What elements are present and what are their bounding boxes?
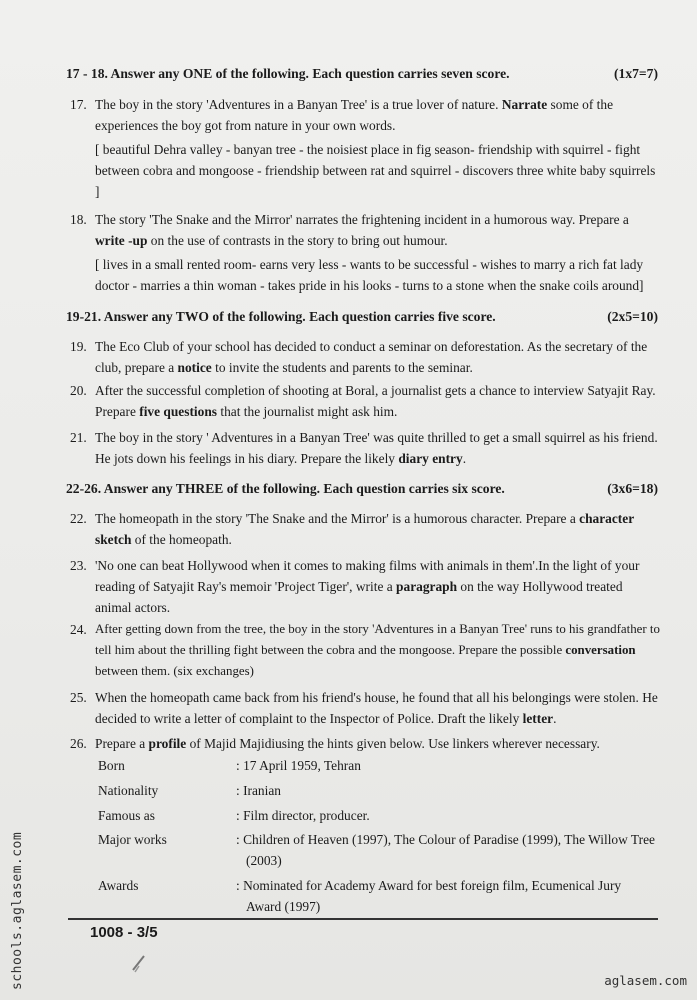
question-number: 17. [70, 97, 87, 112]
section-marks: (2x5=10) [607, 309, 658, 324]
question-text: between them. (six exchanges) [95, 664, 254, 678]
question-keyword: Narrate [501, 97, 548, 112]
question-keyword: notice [177, 360, 212, 375]
section-heading-19-21 [66, 309, 658, 325]
profile-value: : Children of Heaven (1997), The Colour of Paradise (1999), The Willow Tree (2003) [236, 832, 655, 868]
question-text: 'No one can beat Hollywood when it comes to making films with animals in them'.In the light of your reading of Satyajit Ray's memoir 'Project Tiger', write a [95, 558, 640, 594]
question-number: 23. [70, 558, 87, 573]
question-text: The Eco Club of your school has decided to conduct a seminar on deforestation. As the secretary of the club, prepare a [95, 339, 648, 375]
question-19 [70, 336, 660, 378]
section-heading-text: 17 - 18. Answer any ONE of the following. Each question carries seven score. [66, 66, 510, 81]
question-text: The boy in the story 'Adventures in a Banyan Tree' is a true lover of nature. [95, 97, 502, 112]
profile-value: : Iranian [236, 783, 281, 798]
profile-key: Major works [98, 832, 167, 847]
profile-key: Famous as [98, 808, 155, 823]
question-text: some of the experiences the boy got from nature in your own words. [95, 97, 614, 133]
question-text: When the homeopath came back from his friend's house, he found that all his belongings were stolen. He decided to write a letter of complaint to the Inspector of Police. Draft the likely [95, 690, 658, 726]
profile-row-awards [98, 875, 658, 917]
question-text: on the use of contrasts in the story to bring out humour. [147, 233, 448, 248]
question-keyword: conversation [565, 643, 636, 657]
question-text: The story 'The Snake and the Mirror' narrates the frightening incident in a humorous way. Prepare a [95, 212, 629, 227]
profile-row-major-works [98, 829, 658, 871]
question-number: 18. [70, 212, 87, 227]
question-number: 24. [70, 622, 87, 637]
profile-value: : Film director, producer. [236, 808, 370, 823]
question-25 [70, 687, 660, 729]
question-24 [70, 619, 660, 682]
question-number: 19. [70, 339, 87, 354]
question-text: of the homeopath. [131, 532, 232, 547]
corner-watermark: aglasem.com [604, 973, 687, 988]
question-number: 25. [70, 690, 87, 705]
section-heading-text: 19-21. Answer any TWO of the following. Each question carries five score. [66, 309, 496, 324]
profile-row-famous-as [98, 805, 658, 826]
question-hints: [ lives in a small rented room- earns very less - wants to be successful - wishes to marry a rich fat lady doctor - marries a thin woman - takes pride in his looks - turns to a stone when the snake coils around] [95, 257, 644, 293]
profile-value: : Nominated for Academy Award for best foreign film, Ecumenical Jury Award (1997) [236, 878, 622, 914]
question-keyword: letter [522, 711, 554, 726]
question-18 [70, 209, 660, 296]
question-keyword: profile [148, 736, 187, 751]
question-text: that the journalist might ask him. [217, 404, 398, 419]
question-text: of Majid Majidiusing the hints given below. Use linkers wherever necessary. [186, 736, 600, 751]
section-heading-17-18 [66, 66, 658, 82]
question-hints: [ beautiful Dehra valley - banyan tree - the noisiest place in fig season- friendship with squirrel - fight between cobra and mongoose - friendship between rat and squirrel - discovers three white baby squirrels ] [95, 142, 656, 199]
question-26 [70, 733, 660, 754]
profile-key: Nationality [98, 783, 159, 798]
page-code: 1008 - 3/5 [90, 924, 158, 941]
profile-key: Born [98, 758, 125, 773]
question-text: to invite the students and parents to the seminar. [211, 360, 473, 375]
question-17 [70, 94, 660, 202]
question-keyword: write -up [95, 233, 148, 248]
profile-key: Awards [98, 878, 139, 893]
question-text: . [462, 451, 467, 466]
question-text: . [553, 711, 557, 726]
question-keyword: five questions [139, 404, 217, 419]
section-marks: (1x7=7) [614, 66, 658, 81]
side-watermark: schools.aglasem.com [10, 831, 25, 990]
question-keyword: paragraph [396, 579, 458, 594]
pen-mark-icon [130, 952, 148, 974]
profile-row-born [98, 755, 658, 776]
question-number: 26. [70, 736, 87, 751]
question-21 [70, 427, 660, 469]
question-text: on the way Hollywood treated animal actors. [95, 579, 623, 615]
footer-rule [68, 918, 658, 920]
profile-value: : 17 April 1959, Tehran [236, 758, 361, 773]
section-marks: (3x6=18) [607, 481, 658, 496]
question-text: The boy in the story ' Adventures in a Banyan Tree' was quite thrilled to get a small squirrel as his friend. He jots down his feelings in his diary. Prepare the likely [95, 430, 658, 466]
question-keyword: character sketch [95, 511, 634, 547]
profile-row-nationality [98, 780, 658, 801]
question-number: 22. [70, 511, 87, 526]
question-23 [70, 555, 660, 618]
section-heading-text: 22-26. Answer any THREE of the following. Each question carries six score. [66, 481, 505, 496]
question-22 [70, 508, 660, 550]
question-20 [70, 380, 660, 422]
question-text: The homeopath in the story 'The Snake and the Mirror' is a humorous character. Prepare a [95, 511, 580, 526]
question-number: 21. [70, 430, 87, 445]
question-text: After the successful completion of shooting at Boral, a journalist gets a chance to interview Satyajit Ray. Prepare [95, 383, 656, 419]
question-number: 20. [70, 383, 87, 398]
question-text: Prepare a [95, 736, 149, 751]
question-keyword: diary entry [398, 451, 463, 466]
question-text: After getting down from the tree, the boy in the story 'Adventures in a Banyan Tree' runs to his grandfather to tell him about the thrilling fight between the cobra and the mongoose. Prepare the possible [95, 622, 660, 657]
section-heading-22-26 [66, 481, 658, 497]
